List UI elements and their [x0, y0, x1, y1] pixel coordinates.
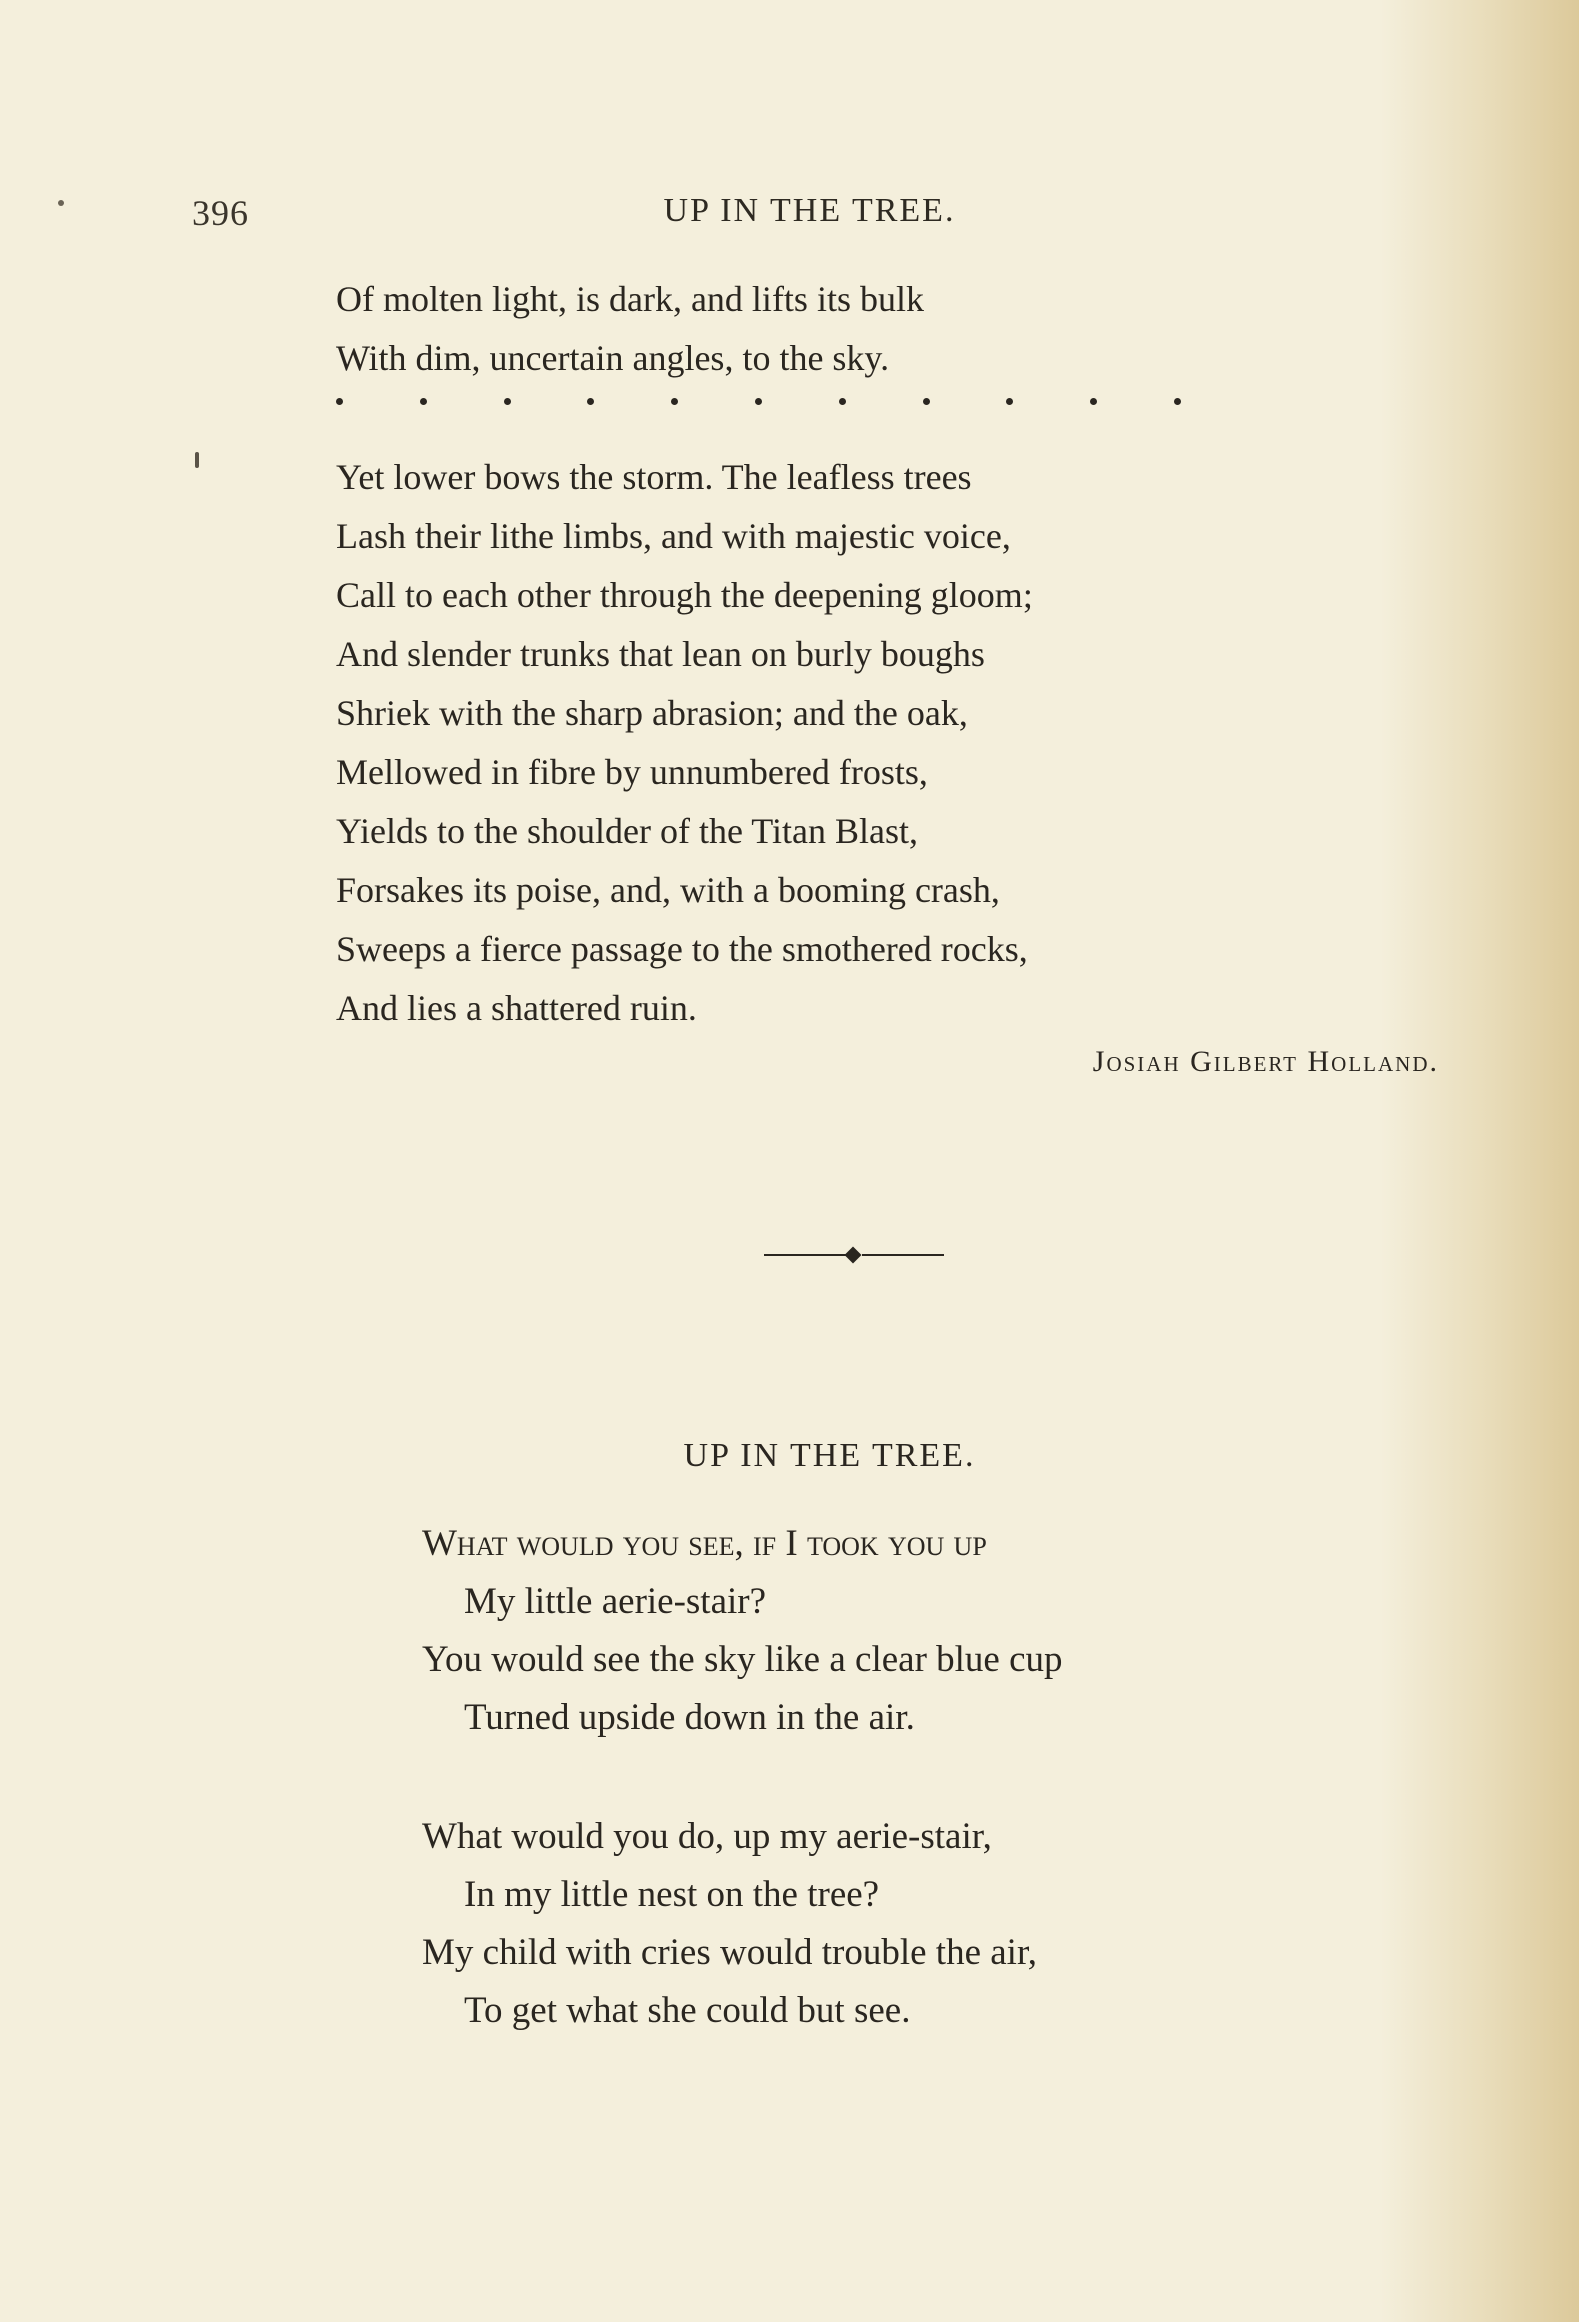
verse-line: In my little nest on the tree?	[464, 1874, 880, 1915]
omission-dot	[420, 398, 427, 405]
verse-line: Yet lower bows the storm. The leafless trees	[336, 457, 972, 497]
divider-rule-left	[764, 1254, 846, 1256]
stanza-2	[422, 1808, 1037, 2040]
author-attribution: Josiah Gilbert Holland.	[1092, 1045, 1439, 1078]
verse-line: Forsakes its poise, and, with a booming crash,	[336, 870, 1000, 910]
verse-block-main	[336, 448, 1033, 1038]
page-number: 396	[192, 193, 249, 233]
divider-diamond-icon	[845, 1247, 862, 1264]
verse-line: What would you do, up my aerie-stair,	[422, 1816, 992, 1857]
verse-line: Yields to the shoulder of the Titan Blast,	[336, 811, 918, 851]
verse-line: Mellowed in fibre by unnumbered frosts,	[336, 752, 928, 792]
verse-line: With dim, uncertain angles, to the sky.	[336, 338, 890, 378]
verse-line: Lash their lithe limbs, and with majestic voice,	[336, 516, 1011, 556]
verse-line: My little aerie-stair?	[464, 1581, 767, 1622]
running-head-text: UP IN THE TREE.	[663, 192, 956, 229]
omission-dot	[671, 398, 678, 405]
omission-dot	[1090, 398, 1097, 405]
verse-line: My child with cries would trouble the air,	[422, 1932, 1038, 1973]
verse-line: Sweeps a fierce passage to the smothered rocks,	[336, 929, 1028, 969]
omission-dot	[504, 398, 511, 405]
omission-dot	[923, 398, 930, 405]
omission-dot	[336, 398, 343, 405]
verse-line: You would see the sky like a clear blue cup	[422, 1639, 1063, 1680]
verse-line: Call to each other through the deepening gloom;	[336, 575, 1033, 615]
omission-dot	[1006, 398, 1013, 405]
verse-block-top	[336, 270, 924, 388]
verse-line: Of molten light, is dark, and lifts its bulk	[336, 279, 924, 319]
divider-rule-right	[862, 1254, 944, 1256]
verse-line: And lies a shattered ruin.	[336, 988, 697, 1028]
stanza-1	[422, 1515, 1063, 1747]
omission-dot	[839, 398, 846, 405]
omission-dot	[755, 398, 762, 405]
verse-line: And slender trunks that lean on burly boughs	[336, 634, 985, 674]
section-divider-ornament	[764, 1247, 944, 1263]
omission-dot	[587, 398, 594, 405]
omission-dots	[336, 398, 1181, 405]
running-head	[0, 192, 1579, 230]
verse-line: Shriek with the sharp abrasion; and the oak,	[336, 693, 968, 733]
verse-line: What would you see, if I took you up	[422, 1523, 987, 1564]
verse-line: Turned upside down in the air.	[464, 1697, 915, 1738]
poem-title: UP IN THE TREE.	[683, 1437, 976, 1474]
omission-dot	[1174, 398, 1181, 405]
stray-mark-tick	[195, 452, 199, 468]
verse-line: To get what she could but see.	[464, 1990, 911, 2031]
